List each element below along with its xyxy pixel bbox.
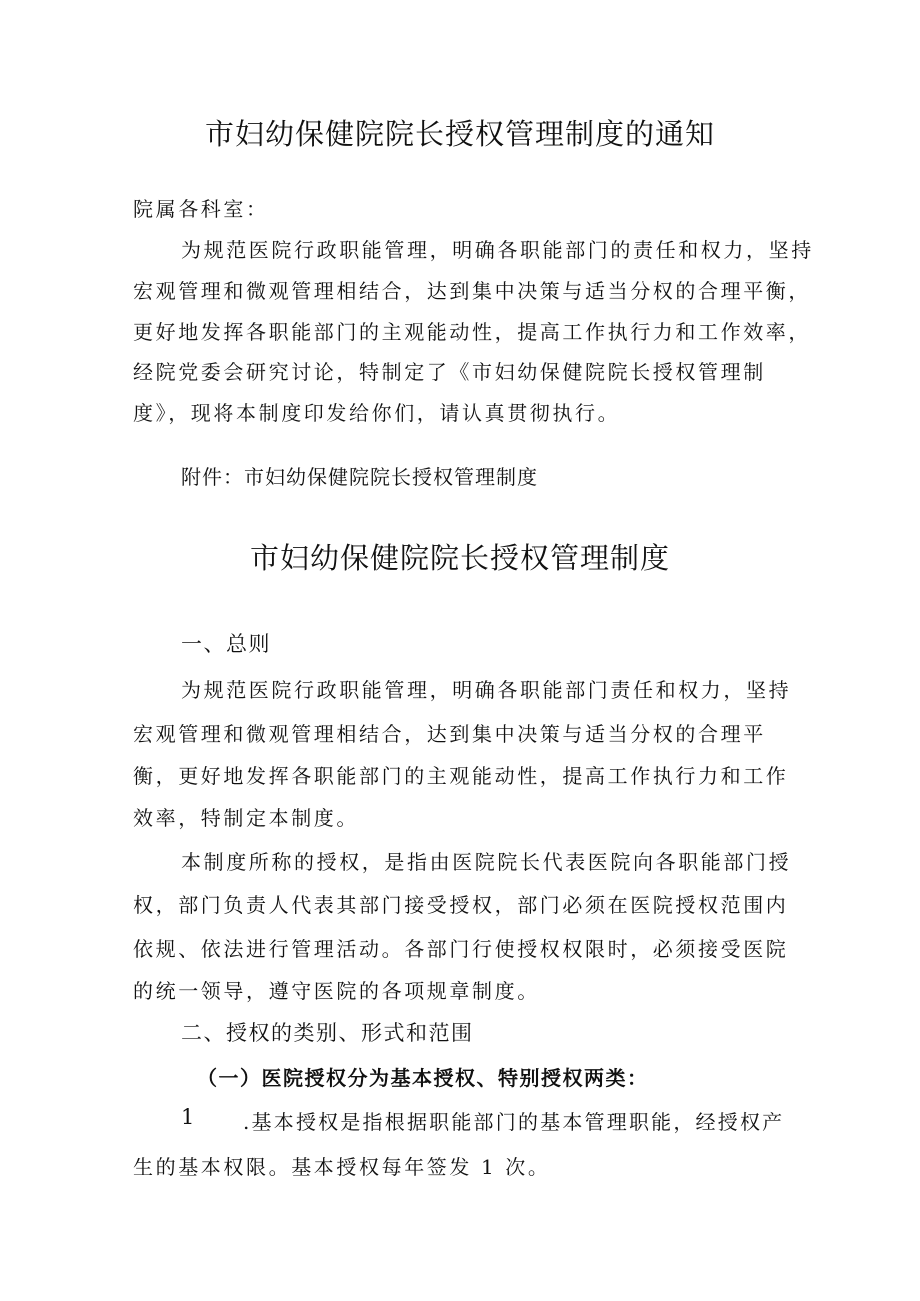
notice-body-line: 为规范医院行政职能管理，明确各职能部门的责任和权力，坚持	[181, 238, 814, 262]
item-1-number: 1	[181, 1105, 195, 1129]
paragraph-line: 为规范医院行政职能管理，明确各职能部门责任和权力，坚持	[181, 678, 792, 702]
item-1-line: .基本授权是指根据职能部门的基本管理职能，经授权产	[243, 1110, 785, 1134]
notice-body-line: 经院党委会研究讨论，特制定了《市妇幼保健院院长授权管理制	[133, 360, 766, 384]
paragraph-line: 的统一领导，遵守医院的各项规章制度。	[133, 979, 540, 1003]
paragraph-line: 衡，更好地发挥各职能部门的主观能动性，提高工作执行力和工作	[133, 764, 789, 788]
section-2-subheading: （一）医院授权分为基本授权、特别授权两类：	[197, 1066, 649, 1090]
paragraph-line: 宏观管理和微观管理相结合，达到集中决策与适当分权的合理平	[133, 722, 766, 746]
section-1-heading: 一、总则	[181, 632, 271, 656]
notice-body-line: 更好地发挥各职能部门的主观能动性，提高工作执行力和工作效率，	[133, 320, 811, 344]
notice-title: 市妇幼保健院院长授权管理制度的通知	[204, 117, 715, 151]
notice-body-line: 宏观管理和微观管理相结合，达到集中决策与适当分权的合理平衡，	[133, 279, 811, 303]
paragraph-line: 本制度所称的授权，是指由医院院长代表医院向各职能部门授	[181, 850, 792, 874]
paragraph-line: 效率，特制定本制度。	[133, 806, 359, 830]
attachment-note: 附件：市妇幼保健院院长授权管理制度	[181, 465, 538, 489]
section-2-heading: 二、授权的类别、形式和范围	[181, 1021, 474, 1045]
paragraph-line: 权，部门负责人代表其部门接受授权，部门必须在医院授权范围内	[133, 893, 789, 917]
notice-body-line: 度》，现将本制度印发给你们，请认真贯彻执行。	[133, 401, 621, 425]
notice-salutation: 院属各科室：	[133, 197, 269, 221]
policy-title: 市妇幼保健院院长授权管理制度	[249, 541, 670, 575]
paragraph-line: 依规、依法进行管理活动。各部门行使授权权限时，必须接受医院	[133, 937, 789, 961]
item-1-line: 生的基本权限。基本授权每年签发 1 次。	[133, 1155, 551, 1179]
